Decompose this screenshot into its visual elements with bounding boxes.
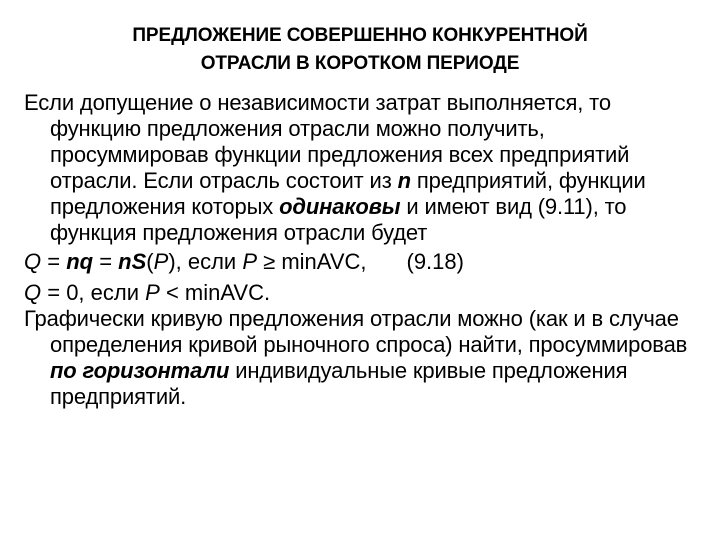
- formula-text: (: [146, 249, 154, 274]
- paragraph-industry-supply: [24, 90, 704, 246]
- var-nq: nq: [66, 249, 94, 274]
- paragraph-graphical: [24, 306, 704, 410]
- paragraph-text: Графически кривую предложения отрасли можно (как и в случае определения кривой рыночного спроса) найти, просуммировав: [24, 306, 688, 357]
- formula-text: ), если: [168, 249, 243, 274]
- formula-text: = 0, если: [41, 280, 146, 305]
- var-P: P: [153, 249, 169, 274]
- formula-9-18: [24, 249, 704, 275]
- formula-text: ≥ min: [257, 249, 317, 274]
- variable-n: n: [397, 168, 411, 193]
- paragraph-text: и имеют вид (9.11), то функция предложения отрасли будет: [50, 194, 627, 245]
- var-Q: Q: [24, 249, 42, 274]
- formula-text: AVC,: [316, 249, 367, 274]
- var-P: P: [145, 280, 160, 305]
- title-line-2: ОТРАСЛИ В КОРОТКОМ ПЕРИОДЕ: [200, 53, 520, 74]
- paragraph-text: индивидуальные кривые предложения предприятий.: [50, 358, 628, 409]
- slide-title: [20, 22, 700, 78]
- title-line-1: ПРЕДЛОЖЕНИЕ СОВЕРШЕННО КОНКУРЕНТНОЙ: [132, 25, 588, 46]
- equation-number: (9.18): [406, 249, 464, 274]
- formula-zero-supply: [24, 280, 704, 306]
- emphasis-horizontal: по горизонтали: [50, 358, 230, 383]
- formula-text: < min: [159, 280, 221, 305]
- var-Q: Q: [24, 280, 42, 305]
- paragraph-text: Если допущение о независимости затрат выполняется, то функцию предложения отрасли можно получить, просуммировав функции предложения всех предприятий отрасли. Если отрасль состоит из: [24, 90, 630, 193]
- var-nS: nS: [118, 249, 147, 274]
- formula-text: =: [41, 249, 67, 274]
- slide-body: [24, 90, 704, 410]
- formula-text: =: [93, 249, 119, 274]
- var-P: P: [242, 249, 258, 274]
- formula-text: AVC.: [220, 280, 271, 305]
- paragraph-text: предприятий, функции предложения которых: [50, 168, 646, 219]
- emphasis-identical: одинаковы: [279, 194, 401, 219]
